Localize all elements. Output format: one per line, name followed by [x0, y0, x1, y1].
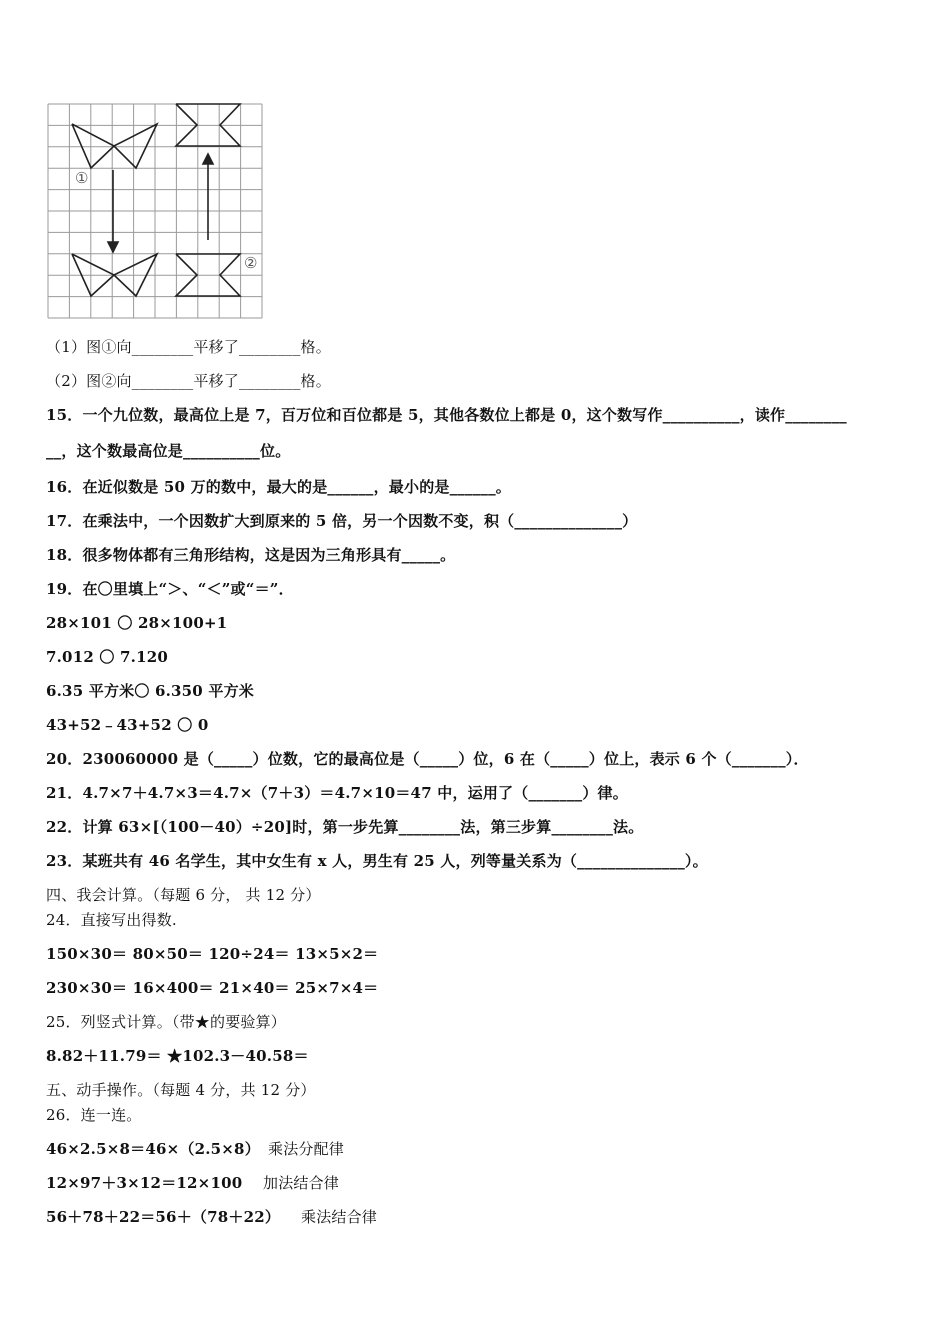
- arrow-up: [203, 154, 213, 240]
- q26-prompt: 26．连一连。: [46, 1106, 142, 1124]
- q15-line2: __，这个数最高位是__________位。: [46, 442, 291, 460]
- q19-item-1: 28×101 〇 28×100+1: [46, 614, 228, 632]
- figure-label-2: ②: [244, 254, 258, 272]
- q19-item-4: 43+52﹣43+52 〇 0: [46, 716, 209, 734]
- q23: 23．某班共有 46 名学生，其中女生有 x 人，男生有 25 人，列等量关系为（______________）。: [46, 852, 708, 870]
- q24-row-1: 150×30＝ 80×50＝ 120÷24＝ 13×5×2＝: [46, 945, 379, 963]
- q25-prompt: 25．列竖式计算。（带★的要验算）: [46, 1013, 286, 1031]
- q22: 22．计算 63×[（100－40）÷20]时，第一步先算________法，第三步算________法。: [46, 818, 644, 836]
- figure-label-1: ①: [75, 169, 89, 187]
- translation-grid-figure: [46, 100, 268, 322]
- q19-item-3: 6.35 平方米〇 6.350 平方米: [46, 682, 254, 700]
- section5-heading: 五、动手操作。（每题 4 分，共 12 分）: [46, 1081, 316, 1099]
- q25-items: 8.82＋11.79＝ ★102.3－40.58＝: [46, 1047, 309, 1065]
- q21: 21．4.7×7＋4.7×3＝4.7×（7＋3）＝4.7×10＝47 中，运用了（_______）律。: [46, 784, 628, 802]
- q17: 17．在乘法中，一个因数扩大到原来的 5 倍，另一个因数不变，积（______________）: [46, 512, 638, 530]
- q14-sub1: （1）图①向________平移了________格。: [46, 338, 331, 356]
- q26-law-2: 加法结合律: [263, 1174, 340, 1192]
- q26-expr-3: 56＋78＋22＝56＋（78＋22）: [46, 1208, 281, 1226]
- shape-1-original: [72, 124, 157, 168]
- q20: 20．230060000 是（_____）位数，它的最高位是（_____）位，6 在（_____）位上，表示 6 个（_______）．: [46, 750, 809, 768]
- section4-heading: 四、我会计算。（每题 6 分， 共 12 分）: [46, 886, 321, 904]
- q26-pair-3: [46, 1207, 378, 1227]
- q19-prompt: 19．在〇里填上“＞、“＜”或“＝”．: [46, 580, 294, 598]
- q26-law-3: 乘法结合律: [301, 1208, 378, 1226]
- q26-pair-1: [46, 1139, 345, 1159]
- q26-expr-2: 12×97＋3×12＝12×100: [46, 1174, 243, 1192]
- q19-item-2: 7.012 〇 7.120: [46, 648, 168, 666]
- q14-sub2: （2）图②向________平移了________格。: [46, 372, 331, 390]
- q15-line1: 15．一个九位数，最高位上是 7，百万位和百位都是 5，其他各数位上都是 0，这个数写作__________，读作________: [46, 406, 847, 424]
- q16: 16．在近似数是 50 万的数中，最大的是______，最小的是______。: [46, 478, 511, 496]
- q26-law-1: 乘法分配律: [268, 1140, 345, 1158]
- q26-expr-1: 46×2.5×8＝46×（2.5×8）: [46, 1140, 260, 1158]
- q26-pair-2: [46, 1173, 340, 1193]
- q18: 18．很多物体都有三角形结构，这是因为三角形具有_____。: [46, 546, 456, 564]
- q24-prompt: 24．直接写出得数.: [46, 911, 177, 929]
- q24-row-2: 230×30＝ 16×400＝ 21×40＝ 25×7×4＝: [46, 979, 379, 997]
